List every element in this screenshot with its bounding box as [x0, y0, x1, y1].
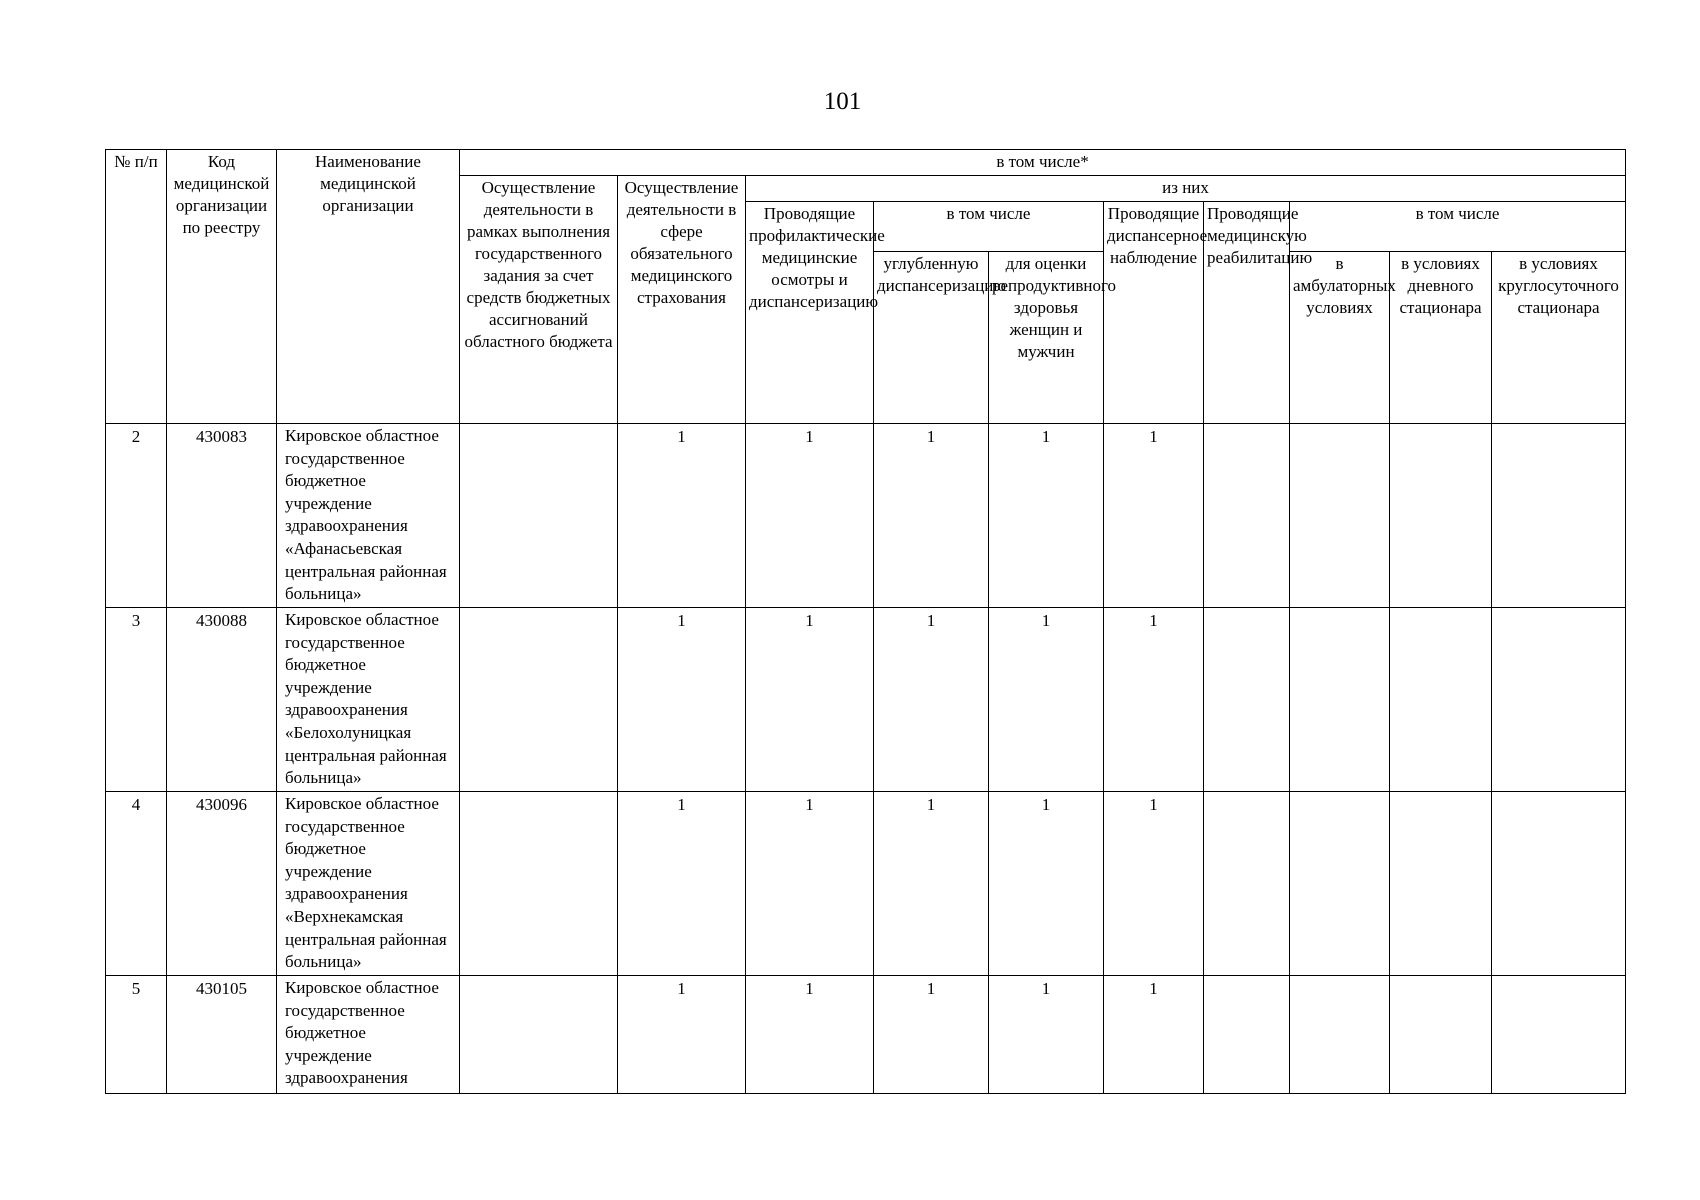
cell-deep: 1	[874, 424, 989, 608]
header-day-hospital: в условиях дневного стационара	[1390, 252, 1492, 424]
cell-state-task	[460, 424, 618, 608]
cell-preventive: 1	[746, 792, 874, 976]
organizations-table	[105, 149, 1626, 1094]
header-state-task: Осуществление деятельности в рамках выполнения государственного задания за счет средств бюджетных ассигнований областного бюджета	[460, 176, 618, 424]
table-row	[106, 976, 1626, 1094]
cell-day-hospital	[1390, 608, 1492, 792]
cell-state-task	[460, 976, 618, 1094]
cell-outpatient	[1290, 424, 1390, 608]
header-num: № п/п	[106, 150, 167, 424]
header-round-clock: в условиях круглосуточного стационара	[1492, 252, 1626, 424]
cell-name: Кировское областное государственное бюджетное учреждение здравоохранения	[277, 976, 460, 1094]
cell-state-task	[460, 608, 618, 792]
cell-preventive: 1	[746, 976, 874, 1094]
cell-dispensary: 1	[1104, 608, 1204, 792]
cell-name: Кировское областное государственное бюджетное учреждение здравоохранения «Белохолуницкая центральная районная больница»	[277, 608, 460, 792]
cell-day-hospital	[1390, 424, 1492, 608]
cell-outpatient	[1290, 976, 1390, 1094]
cell-rehab	[1204, 976, 1290, 1094]
cell-dispensary: 1	[1104, 976, 1204, 1094]
table-row	[106, 424, 1626, 608]
cell-rehab	[1204, 424, 1290, 608]
cell-num: 3	[106, 608, 167, 792]
cell-round-clock	[1492, 424, 1626, 608]
cell-oms: 1	[618, 792, 746, 976]
cell-reproductive: 1	[989, 424, 1104, 608]
header-deep: углубленную диспансеризацию	[874, 252, 989, 424]
cell-preventive: 1	[746, 424, 874, 608]
cell-round-clock	[1492, 608, 1626, 792]
header-name: Наименование медицинской организации	[277, 150, 460, 424]
cell-deep: 1	[874, 792, 989, 976]
header-reproductive: для оценки репродуктивного здоровья женщин и мужчин	[989, 252, 1104, 424]
cell-code: 430105	[167, 976, 277, 1094]
header-outpatient: в амбулаторных условиях	[1290, 252, 1390, 424]
cell-outpatient	[1290, 608, 1390, 792]
table-row	[106, 792, 1626, 976]
cell-rehab	[1204, 608, 1290, 792]
cell-oms: 1	[618, 976, 746, 1094]
cell-reproductive: 1	[989, 792, 1104, 976]
cell-code: 430083	[167, 424, 277, 608]
cell-deep: 1	[874, 608, 989, 792]
header-code: Код медицинской организации по реестру	[167, 150, 277, 424]
cell-code: 430096	[167, 792, 277, 976]
cell-preventive: 1	[746, 608, 874, 792]
header-including-star: в том числе*	[460, 150, 1626, 176]
table-row	[106, 608, 1626, 792]
cell-oms: 1	[618, 608, 746, 792]
cell-day-hospital	[1390, 792, 1492, 976]
cell-num: 2	[106, 424, 167, 608]
header-dispensary: Проводящие диспансерное наблюдение	[1104, 202, 1204, 424]
cell-round-clock	[1492, 976, 1626, 1094]
header-oms: Осуществление деятельности в сфере обязательного медицинского страхования	[618, 176, 746, 424]
cell-dispensary: 1	[1104, 424, 1204, 608]
cell-dispensary: 1	[1104, 792, 1204, 976]
cell-rehab	[1204, 792, 1290, 976]
header-including-2: в том числе	[1290, 202, 1626, 252]
header-of-them: из них	[746, 176, 1626, 202]
cell-num: 5	[106, 976, 167, 1094]
cell-code: 430088	[167, 608, 277, 792]
cell-name: Кировское областное государственное бюджетное учреждение здравоохранения «Верхнекамская центральная районная больница»	[277, 792, 460, 976]
cell-name: Кировское областное государственное бюджетное учреждение здравоохранения «Афанасьевская центральная районная больница»	[277, 424, 460, 608]
page-number: 101	[823, 88, 862, 115]
cell-day-hospital	[1390, 976, 1492, 1094]
header-rehab: Проводящие медицинскую реабилитацию	[1204, 202, 1290, 424]
cell-oms: 1	[618, 424, 746, 608]
header-including-1: в том числе	[874, 202, 1104, 252]
cell-reproductive: 1	[989, 608, 1104, 792]
cell-reproductive: 1	[989, 976, 1104, 1094]
cell-deep: 1	[874, 976, 989, 1094]
cell-round-clock	[1492, 792, 1626, 976]
cell-num: 4	[106, 792, 167, 976]
header-preventive: Проводящие профилактические медицинские осмотры и диспансеризацию	[746, 202, 874, 424]
cell-state-task	[460, 792, 618, 976]
cell-outpatient	[1290, 792, 1390, 976]
